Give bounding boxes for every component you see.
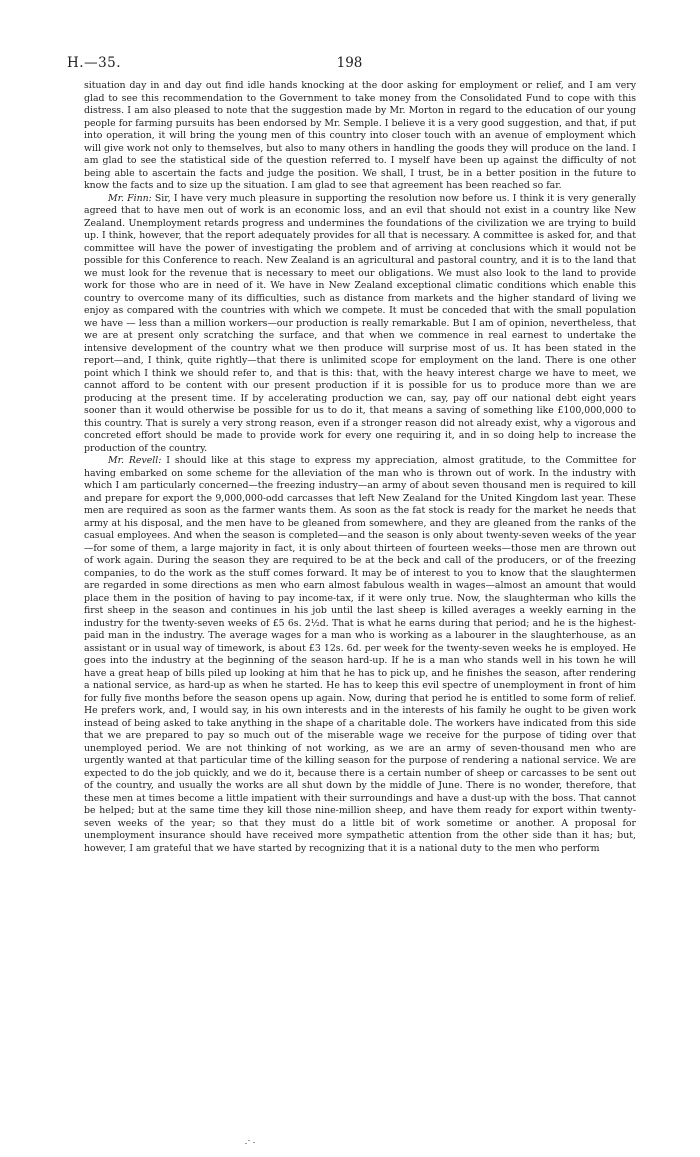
body-text xyxy=(84,80,636,855)
paragraph-text: situation day in and day out find idle hands knocking at the door asking for employment or relief, and I am very glad to see this recommendation to the Government to take money from the Consolidated Fund to cope with this distress. I am also pleased to note that the suggestion made by Mr. Morton in regard to the education of our young people for farming pursuits has been endorsed by Mr. Semple. I believe it is a very good suggestion, and that, if put into operation, it will bring the young men of this country into closer touch with an avenue of employment which will give work not only to themselves, but also to many others in handling the goods they will produce on the land. I am glad to see the statistical side of the question referred to. I myself have been up against the difficulty of not being able to ascertain the facts and judge the position. We shall, I trust, be in a better position in the future to know the facts and to size up the situation. I am glad to see that agreement has been reached so far. xyxy=(84,80,636,191)
print-artifact xyxy=(245,1140,259,1144)
speaker-name: Mr. Finn: xyxy=(108,192,152,204)
paragraph-text: Sir, I have very much pleasure in supporting the resolution now before us. I think it is very generally agreed that to have men out of work is an economic loss, and an evil that should not exist in a country like New Zealand. Unemployment retards progress and undermines the foundations of the civilization we are trying to build up. I think, however, that the report adequately provides for all that is necessary. A committee is asked for, and that committee will have the power of investigating the problem and of arriving at conclusions which it would not be possible for this Conference to reach. New Zealand is an agricultural and pastoral country, and it is to the land that we must look for the revenue that is necessary to meet our obligations. We must also look to the land to provide work for those who are in need of it. We have in New Zealand exceptional climatic conditions which enable this country to overcome many of its difficulties, such as distance from markets and the higher standard of living we enjoy as compared with the countries with which we compete. It must be conceded that with the small population we have — less than a million workers—our production is really remarkable. But I am of opinion, nevertheless, that we are at present only scratching the surface, and that when we commence in real earnest to undertake the intensive development of the country what we then produce will surprise most of us. It has been stated in the report—and, I think, quite rightly—that there is unlimited scope for employment on the land. There is one other point which I think we should refer to, and that is this: that, with the heavy interest charge we have to meet, we cannot afford to be content with our present production if it is possible for us to produce more than we are producing at the present time. If by accelerating production we can, say, pay off our national debt eight years sooner than it would otherwise be possible for us to do it, that means a saving of something like £100,000,000 to this country. That is surely a very strong reason, even if a stronger reason did not already exist, why a vigorous and concreted effort should be made to provide work for every one requiring it, and in so doing help to increase the production of the country. xyxy=(84,192,636,454)
paragraph-mr-finn xyxy=(84,193,636,456)
paragraph-text: I should like at this stage to express my appreciation, almost gratitude, to the Committee for having embarked on some scheme for the alleviation of the man who is thrown out of work. In the industry with which I am particularly concerned—the freezing industry—an army of about seven thousand men is required to kill and prepare for export the 9,000,000-odd carcasses that left New Zealand for the United Kingdom last year. These men are required as soon as the farmer wants them. As soon as the fat stock is ready for the market he needs that army at his disposal, and the men have to be gleaned from somewhere, and they are gleaned from the ranks of the casual employees. And when the season is completed—and the season is only about twenty-seven weeks of the year—for some of them, a large majority in fact, it is only about thirteen of fourteen weeks—those men are thrown out of work again. During the season they are required to be at the beck and call of the producers, or of the freezing companies, to do the work as the stuff comes forward. It may be of interest to you to know that the slaughtermen are regarded in some directions as men who earn almost fabulous wealth in wages—almost an amount that would place them in the position of having to pay income-tax, if it were only true. Now, the slaughterman who kills the first sheep in the season and continues in his job until the last sheep is killed averages a weekly earning in the industry for the twenty-seven weeks of £5 6s. 2½d. That is what he earns during that period; and he is the highest-paid man in the industry. The average wages for a man who is working as a labourer in the slaughterhouse, as an assistant or in usual way of timework, is about £3 12s. 6d. per week for the twenty-seven weeks he is employed. He goes into the industry at the beginning of the season hard-up. If he is a man who stands well in his town he will have a great heap of bills piled up looking at him that he has to pick up, and he finishes the season, after rendering a national service, as hard-up as when he started. He has to keep this evil spectre of unemployment in front of him for fully five months before the season opens up again. Now, during that period he is entitled to some form of relief. He prefers work, and, I would say, in his own interests and in the interests of his family he ought to be given work instead of being asked to take anything in the shape of a charitable dole. The workers have indicated from this side that we are prepared to pay so much out of the miserable wage we receive for the purpose of tiding over that unemployed period. We are not thinking of not working, as we are an army of seven-thousand men who are urgently wanted at that particular time of the killing season for the purpose of rendering a national service. We are expected to do the job quickly, and we do it, because there is a certain number of sheep or carcasses to be sent out of the country, and usually the works are all shut down by the middle of June. There is no wonder, therefore, that these men at times become a little impatient with their surroundings and have a dust-up with the boss. That cannot be helped; but at the same time they kill those nine-million sheep, and have them ready for export within twenty-seven weeks of the year; so that they must do a little bit of work sometime or another. A proposal for unemployment insurance should have received more sympathetic attention from the other side than it has; but, however, I am grateful that we have started by recognizing that it is a national duty to the men who perform xyxy=(84,455,636,854)
paragraph-mr-revell xyxy=(84,455,636,855)
paragraph-continuation xyxy=(84,80,636,193)
page-number: 198 xyxy=(336,55,363,71)
document-reference: H.—35. xyxy=(67,55,122,71)
speaker-name: Mr. Revell: xyxy=(108,455,162,466)
page-header xyxy=(67,55,632,77)
